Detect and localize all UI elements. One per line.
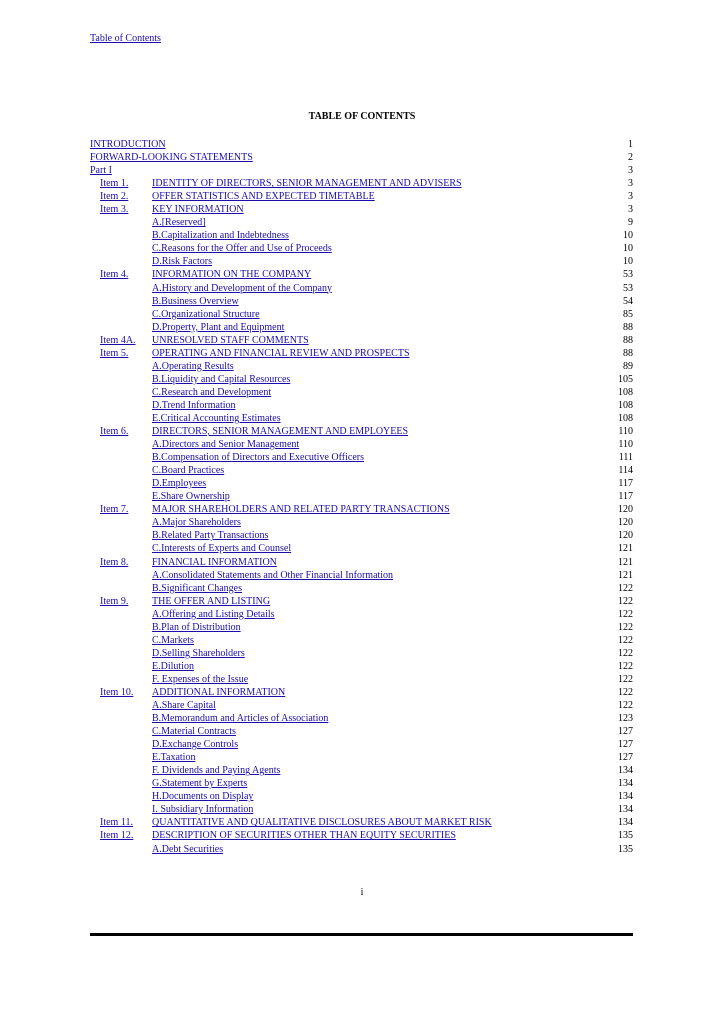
toc-row bbox=[90, 595, 633, 608]
toc-page-number: 54 bbox=[623, 295, 633, 307]
toc-entry-link[interactable]: C.Interests of Experts and Counsel bbox=[152, 543, 292, 555]
toc-row bbox=[90, 738, 633, 751]
toc-list bbox=[90, 138, 633, 856]
toc-entry-link[interactable]: IDENTITY OF DIRECTORS, SENIOR MANAGEMENT AND ADVISERS bbox=[152, 178, 462, 190]
toc-page-number: 127 bbox=[618, 726, 633, 738]
toc-page-number: 9 bbox=[628, 217, 633, 229]
toc-entry-link[interactable]: DIRECTORS, SENIOR MANAGEMENT AND EMPLOYEES bbox=[152, 426, 409, 438]
toc-entry-link[interactable]: THE OFFER AND LISTING bbox=[152, 595, 271, 607]
toc-row bbox=[90, 203, 633, 216]
toc-page-number: 3 bbox=[628, 204, 633, 216]
toc-page-number: 88 bbox=[623, 334, 633, 346]
toc-row bbox=[90, 569, 633, 582]
toc-page-number: 122 bbox=[618, 660, 633, 672]
toc-page-number: 127 bbox=[618, 752, 633, 764]
toc-entry-link[interactable]: D.Property, Plant and Equipment bbox=[152, 321, 285, 333]
toc-row bbox=[90, 751, 633, 764]
toc-row bbox=[90, 686, 633, 699]
toc-entry-link[interactable]: B.Significant Changes bbox=[152, 582, 242, 594]
toc-page-number: 122 bbox=[618, 647, 633, 659]
toc-page-number: 108 bbox=[618, 386, 633, 398]
toc-page-number: 122 bbox=[618, 595, 633, 607]
toc-entry-link[interactable]: A.Offering and Listing Details bbox=[152, 608, 275, 620]
toc-entry-link[interactable]: UNRESOLVED STAFF COMMENTS bbox=[152, 334, 309, 346]
page-title: TABLE OF CONTENTS bbox=[308, 111, 416, 122]
toc-entry-link[interactable]: D.Selling Shareholders bbox=[152, 647, 245, 659]
toc-entry-link[interactable]: INFORMATION ON THE COMPANY bbox=[152, 269, 312, 281]
toc-row bbox=[90, 282, 633, 295]
toc-entry-link[interactable]: C.Material Contracts bbox=[152, 726, 236, 738]
toc-row bbox=[90, 503, 633, 516]
toc-item-number-link[interactable]: Item 11. bbox=[100, 817, 133, 829]
toc-row bbox=[90, 347, 633, 360]
toc-page-number: 123 bbox=[618, 713, 633, 725]
toc-entry-link[interactable]: A.Consolidated Statements and Other Financial Information bbox=[152, 569, 394, 581]
toc-row bbox=[90, 242, 633, 255]
toc-entry-link[interactable]: D.Exchange Controls bbox=[152, 739, 239, 751]
toc-page-number: 120 bbox=[618, 530, 633, 542]
toc-page-number: 2 bbox=[628, 152, 633, 164]
toc-entry-link[interactable]: E.Critical Accounting Estimates bbox=[152, 412, 281, 424]
toc-row bbox=[90, 216, 633, 229]
toc-row bbox=[90, 321, 633, 334]
toc-page-number: 1 bbox=[628, 139, 633, 150]
toc-row bbox=[90, 634, 633, 647]
toc-entry-link[interactable]: OFFER STATISTICS AND EXPECTED TIMETABLE bbox=[152, 191, 375, 203]
toc-row bbox=[90, 816, 633, 829]
toc-entry-link[interactable]: H.Documents on Display bbox=[152, 791, 254, 803]
toc-row bbox=[90, 556, 633, 569]
toc-entry-link[interactable]: I. Subsidiary Information bbox=[152, 804, 254, 816]
toc-entry-link[interactable]: A.History and Development of the Company bbox=[152, 282, 332, 294]
toc-page-number: 122 bbox=[618, 700, 633, 712]
toc-row bbox=[90, 608, 633, 621]
toc-row bbox=[90, 699, 633, 712]
toc-page-number: 10 bbox=[623, 230, 633, 242]
table-of-contents-link[interactable]: Table of Contents bbox=[90, 33, 161, 44]
toc-row bbox=[90, 725, 633, 738]
toc-page-number: 122 bbox=[618, 686, 633, 698]
toc-item-number-link[interactable]: Item 2. bbox=[100, 191, 129, 203]
toc-row bbox=[90, 621, 633, 634]
toc-row bbox=[90, 386, 633, 399]
toc-row bbox=[90, 190, 633, 203]
toc-row bbox=[90, 803, 633, 816]
toc-page-number: 122 bbox=[618, 582, 633, 594]
toc-page-number: 122 bbox=[618, 621, 633, 633]
toc-page-number: 121 bbox=[618, 569, 633, 581]
toc-page-number: 120 bbox=[618, 504, 633, 516]
toc-entry-link[interactable]: E.Dilution bbox=[152, 660, 194, 672]
toc-entry-link[interactable]: A.Operating Results bbox=[152, 360, 234, 372]
toc-page-number: 121 bbox=[618, 543, 633, 555]
toc-entry-link[interactable]: C.Markets bbox=[152, 634, 194, 646]
toc-row bbox=[90, 829, 633, 842]
toc-row bbox=[90, 425, 633, 438]
toc-entry-link[interactable]: B.Related Party Transactions bbox=[152, 530, 269, 542]
toc-entry-link[interactable]: B.Memorandum and Articles of Association bbox=[152, 713, 329, 725]
toc-row bbox=[90, 464, 633, 477]
toc-entry-link[interactable]: C.Organizational Structure bbox=[152, 308, 260, 320]
toc-page-number: 117 bbox=[618, 478, 633, 490]
toc-row bbox=[90, 529, 633, 542]
toc-page-number: 122 bbox=[618, 634, 633, 646]
toc-entry-link[interactable]: A.Major Shareholders bbox=[152, 517, 241, 529]
toc-row bbox=[90, 308, 633, 321]
footer-rule bbox=[90, 933, 633, 936]
toc-page-number: 88 bbox=[623, 321, 633, 333]
toc-row bbox=[90, 647, 633, 660]
toc-entry-link[interactable]: D.Trend Information bbox=[152, 399, 236, 411]
toc-row bbox=[90, 229, 633, 242]
toc-row bbox=[90, 268, 633, 281]
toc-item-number-link[interactable]: Item 3. bbox=[100, 204, 129, 216]
toc-entry-link[interactable]: A.Debt Securities bbox=[152, 843, 224, 855]
toc-entry-link[interactable]: G.Statement by Experts bbox=[152, 778, 248, 790]
toc-item-number-link[interactable]: Item 8. bbox=[100, 556, 129, 568]
toc-page-number: 108 bbox=[618, 399, 633, 411]
toc-page-number: 108 bbox=[618, 412, 633, 424]
toc-entry-link[interactable]: F. Expenses of the Issue bbox=[152, 673, 249, 685]
toc-entry-link[interactable]: ADDITIONAL INFORMATION bbox=[152, 686, 286, 698]
toc-page-number: 117 bbox=[618, 491, 633, 503]
toc-row bbox=[90, 542, 633, 555]
toc-page-number: 134 bbox=[618, 817, 633, 829]
toc-page-number: 135 bbox=[618, 830, 633, 842]
toc-page-number: 111 bbox=[618, 452, 633, 464]
toc-row bbox=[90, 790, 633, 803]
toc-row bbox=[90, 712, 633, 725]
toc-entry-link[interactable]: QUANTITATIVE AND QUALITATIVE DISCLOSURES ABOUT MARKET RISK bbox=[152, 817, 492, 829]
toc-page-number: 3 bbox=[628, 178, 633, 190]
toc-row bbox=[90, 177, 633, 190]
toc-row bbox=[90, 255, 633, 268]
toc-page-number: 10 bbox=[623, 256, 633, 268]
toc-entry-link[interactable]: A.Directors and Senior Management bbox=[152, 439, 300, 451]
toc-row bbox=[90, 777, 633, 790]
toc-entry-link[interactable]: INTRODUCTION bbox=[90, 139, 166, 150]
toc-item-number-link[interactable]: Item 10. bbox=[100, 686, 134, 698]
toc-row bbox=[90, 451, 633, 464]
toc-row bbox=[90, 373, 633, 386]
toc-row bbox=[90, 843, 633, 856]
toc-page-number: 110 bbox=[618, 426, 633, 438]
toc-entry-link[interactable]: B.Compensation of Directors and Executive Officers bbox=[152, 452, 364, 464]
toc-row bbox=[90, 673, 633, 686]
toc-page-number: 121 bbox=[618, 556, 633, 568]
toc-row bbox=[90, 412, 633, 425]
toc-entry-link[interactable]: F. Dividends and Paying Agents bbox=[152, 765, 281, 777]
toc-page-number: 122 bbox=[618, 673, 633, 685]
toc-item-number-link[interactable]: Item 12. bbox=[100, 830, 134, 842]
toc-item-number-link[interactable]: Item 6. bbox=[100, 426, 129, 438]
toc-page-number: 122 bbox=[618, 608, 633, 620]
toc-row bbox=[90, 360, 633, 373]
toc-page-number: 3 bbox=[628, 191, 633, 203]
toc-entry-link[interactable]: B.Liquidity and Capital Resources bbox=[152, 373, 291, 385]
toc-page-number: 110 bbox=[618, 439, 633, 451]
toc-row bbox=[90, 516, 633, 529]
toc-page-number: 134 bbox=[618, 804, 633, 816]
toc-row bbox=[90, 582, 633, 595]
toc-row bbox=[90, 399, 633, 412]
toc-entry-link[interactable]: FINANCIAL INFORMATION bbox=[152, 556, 277, 568]
toc-page-number: 134 bbox=[618, 765, 633, 777]
toc-page-number: 85 bbox=[623, 308, 633, 320]
toc-page-number: 3 bbox=[628, 165, 633, 177]
toc-row bbox=[90, 477, 633, 490]
toc-row bbox=[90, 164, 633, 177]
toc-row bbox=[90, 138, 633, 151]
toc-entry-link[interactable]: E.Share Ownership bbox=[152, 491, 230, 503]
toc-page-number: 127 bbox=[618, 739, 633, 751]
toc-page-number: 53 bbox=[623, 269, 633, 281]
toc-page-number: 114 bbox=[618, 465, 633, 477]
toc-row bbox=[90, 295, 633, 308]
toc-row bbox=[90, 151, 633, 164]
toc-row bbox=[90, 438, 633, 451]
toc-entry-link[interactable]: A.Share Capital bbox=[152, 700, 216, 712]
toc-item-number-link[interactable]: Item 7. bbox=[100, 504, 129, 516]
toc-entry-link[interactable]: C.Board Practices bbox=[152, 465, 225, 477]
page-number: i bbox=[360, 887, 364, 898]
toc-entry-link[interactable]: DESCRIPTION OF SECURITIES OTHER THAN EQUITY SECURITIES bbox=[152, 830, 456, 842]
toc-page-number: 134 bbox=[618, 791, 633, 803]
toc-entry-link[interactable]: E.Taxation bbox=[152, 752, 196, 764]
toc-page-number: 10 bbox=[623, 243, 633, 255]
toc-page-number: 53 bbox=[623, 282, 633, 294]
toc-page-number: 120 bbox=[618, 517, 633, 529]
toc-entry-link[interactable]: C.Research and Development bbox=[152, 386, 272, 398]
toc-entry-link[interactable]: B.Plan of Distribution bbox=[152, 621, 241, 633]
toc-page-number: 88 bbox=[623, 347, 633, 359]
toc-page-number: 135 bbox=[618, 843, 633, 855]
toc-row bbox=[90, 490, 633, 503]
toc-row bbox=[90, 764, 633, 777]
toc-entry-link[interactable]: D.Employees bbox=[152, 478, 207, 490]
toc-item-number-link[interactable]: Item 4A. bbox=[100, 334, 136, 346]
toc-entry-link[interactable]: B.Capitalization and Indebtedness bbox=[152, 230, 289, 242]
toc-entry-link[interactable]: FORWARD-LOOKING STATEMENTS bbox=[90, 152, 253, 164]
toc-entry-link[interactable]: KEY INFORMATION bbox=[152, 204, 244, 216]
toc-entry-link[interactable]: D.Risk Factors bbox=[152, 256, 212, 268]
toc-item-number-link[interactable]: Item 1. bbox=[100, 178, 129, 190]
toc-page-number: 134 bbox=[618, 778, 633, 790]
toc-row bbox=[90, 660, 633, 673]
toc-page-number: 105 bbox=[618, 373, 633, 385]
toc-item-number-link[interactable]: Item 9. bbox=[100, 595, 129, 607]
toc-entry-link[interactable]: OPERATING AND FINANCIAL REVIEW AND PROSPECTS bbox=[152, 347, 410, 359]
toc-item-number-link[interactable]: Item 4. bbox=[100, 269, 129, 281]
toc-item-number-link[interactable]: Item 5. bbox=[100, 347, 129, 359]
toc-entry-link[interactable]: MAJOR SHAREHOLDERS AND RELATED PARTY TRANSACTIONS bbox=[152, 504, 450, 516]
toc-entry-link[interactable]: C.Reasons for the Offer and Use of Proceeds bbox=[152, 243, 332, 255]
toc-entry-link[interactable]: A.[Reserved] bbox=[152, 217, 206, 229]
toc-page-number: 89 bbox=[623, 360, 633, 372]
toc-entry-link[interactable]: Part I bbox=[90, 165, 112, 177]
toc-entry-link[interactable]: B.Business Overview bbox=[152, 295, 239, 307]
toc-row bbox=[90, 334, 633, 347]
